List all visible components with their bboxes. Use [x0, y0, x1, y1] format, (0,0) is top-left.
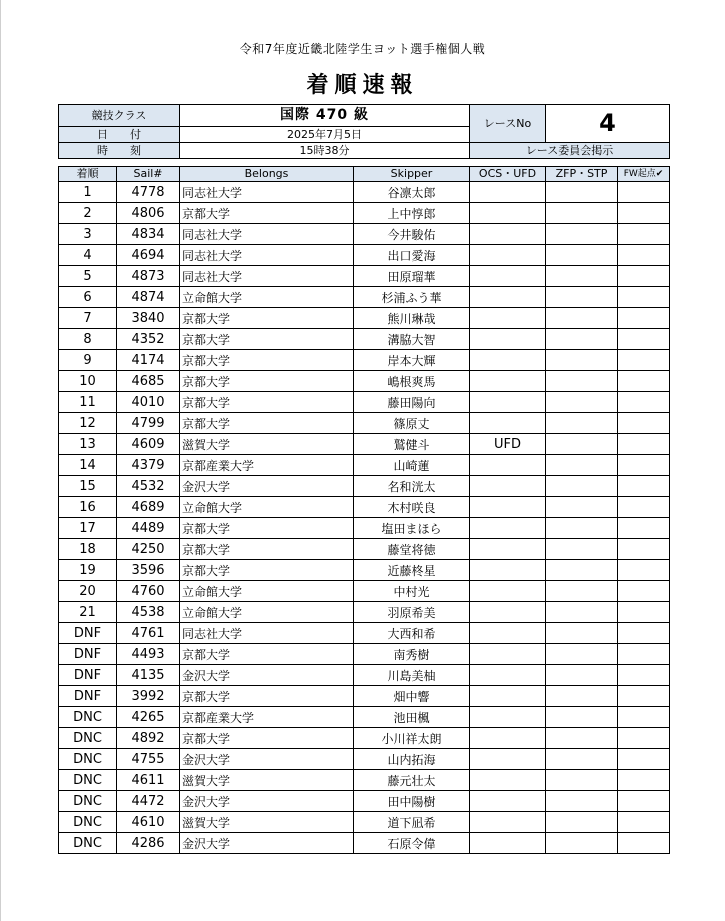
belongs-cell: 立命館大学	[180, 497, 354, 518]
zfp-stp-cell	[546, 413, 618, 434]
rank-cell: 20	[59, 581, 117, 602]
sail-number-cell: 4265	[117, 707, 180, 728]
table-row	[59, 182, 670, 203]
fw-check-cell	[618, 392, 670, 413]
rank-cell: 12	[59, 413, 117, 434]
sail-number-cell: 4755	[117, 749, 180, 770]
belongs-cell: 金沢大学	[180, 749, 354, 770]
sail-number-cell: 4493	[117, 644, 180, 665]
sail-number-cell: 4799	[117, 413, 180, 434]
rank-cell: 5	[59, 266, 117, 287]
skipper-cell: 石原令偉	[354, 833, 470, 854]
sail-number-cell: 4174	[117, 350, 180, 371]
sail-number-cell: 4286	[117, 833, 180, 854]
belongs-cell: 同志社大学	[180, 245, 354, 266]
ocs-ufd-cell	[470, 308, 546, 329]
skipper-cell: 塩田まほら	[354, 518, 470, 539]
fw-check-cell	[618, 518, 670, 539]
table-row	[59, 371, 670, 392]
belongs-cell: 同志社大学	[180, 623, 354, 644]
sail-number-cell: 4760	[117, 581, 180, 602]
skipper-cell: 南秀樹	[354, 644, 470, 665]
belongs-cell: 同志社大学	[180, 266, 354, 287]
fw-check-cell	[618, 329, 670, 350]
fw-check-cell	[618, 350, 670, 371]
belongs-cell: 京都大学	[180, 560, 354, 581]
fw-check-cell	[618, 245, 670, 266]
fw-check-cell	[618, 623, 670, 644]
belongs-cell: 金沢大学	[180, 476, 354, 497]
sail-number-cell: 3596	[117, 560, 180, 581]
skipper-cell: 畑中響	[354, 686, 470, 707]
skipper-cell: 道下凪希	[354, 812, 470, 833]
zfp-stp-cell	[546, 707, 618, 728]
zfp-stp-cell	[546, 560, 618, 581]
ocs-ufd-cell	[470, 644, 546, 665]
fw-check-cell	[618, 791, 670, 812]
ocs-ufd-cell	[470, 266, 546, 287]
ocs-ufd-cell	[470, 476, 546, 497]
table-row	[59, 686, 670, 707]
zfp-stp-cell	[546, 602, 618, 623]
ocs-ufd-cell	[470, 623, 546, 644]
zfp-stp-cell	[546, 686, 618, 707]
belongs-cell: 京都産業大学	[180, 455, 354, 476]
belongs-cell: 立命館大学	[180, 581, 354, 602]
skipper-cell: 溝脇大智	[354, 329, 470, 350]
sail-number-cell: 4761	[117, 623, 180, 644]
rank-cell: DNF	[59, 665, 117, 686]
zfp-stp-cell	[546, 770, 618, 791]
ocs-ufd-cell	[470, 707, 546, 728]
table-row	[59, 644, 670, 665]
time-label: 時 刻	[59, 143, 180, 159]
zfp-stp-cell	[546, 749, 618, 770]
table-row	[59, 749, 670, 770]
zfp-stp-cell	[546, 245, 618, 266]
fw-check-cell	[618, 476, 670, 497]
fw-check-cell	[618, 203, 670, 224]
rank-cell: 13	[59, 434, 117, 455]
zfp-stp-cell	[546, 308, 618, 329]
fw-check-cell	[618, 266, 670, 287]
ocs-ufd-cell	[470, 728, 546, 749]
fw-check-cell	[618, 728, 670, 749]
sail-number-cell: 4778	[117, 182, 180, 203]
skipper-cell: 山内拓海	[354, 749, 470, 770]
page-title: 着順速報	[306, 73, 419, 98]
time-value: 15時38分	[180, 143, 470, 159]
belongs-cell: 京都産業大学	[180, 707, 354, 728]
skipper-cell: 藤堂将徳	[354, 539, 470, 560]
ocs-ufd-cell	[470, 791, 546, 812]
zfp-stp-cell	[546, 329, 618, 350]
skipper-cell: 鷲健斗	[354, 434, 470, 455]
fw-check-cell	[618, 833, 670, 854]
belongs-cell: 京都大学	[180, 728, 354, 749]
zfp-stp-cell	[546, 266, 618, 287]
fw-check-cell	[618, 308, 670, 329]
fw-check-cell	[618, 182, 670, 203]
skipper-cell: 藤元壮太	[354, 770, 470, 791]
table-row	[59, 245, 670, 266]
belongs-cell: 同志社大学	[180, 182, 354, 203]
table-row	[59, 623, 670, 644]
skipper-cell: 近藤柊星	[354, 560, 470, 581]
ocs-ufd-cell	[470, 665, 546, 686]
ocs-ufd-cell	[470, 245, 546, 266]
rank-cell: DNF	[59, 686, 117, 707]
rank-cell: 8	[59, 329, 117, 350]
belongs-cell: 京都大学	[180, 371, 354, 392]
rank-cell: DNC	[59, 812, 117, 833]
rank-cell: DNC	[59, 770, 117, 791]
ocs-ufd-cell	[470, 203, 546, 224]
ocs-ufd-cell	[470, 686, 546, 707]
ocs-ufd-cell	[470, 749, 546, 770]
fw-check-cell	[618, 371, 670, 392]
skipper-cell: 池田楓	[354, 707, 470, 728]
race-no-value: 4	[546, 105, 670, 143]
zfp-stp-cell	[546, 791, 618, 812]
sail-number-cell: 4873	[117, 266, 180, 287]
sail-number-cell: 4010	[117, 392, 180, 413]
rank-cell: 3	[59, 224, 117, 245]
skipper-cell: 川島美柚	[354, 665, 470, 686]
rank-cell: 4	[59, 245, 117, 266]
skipper-cell: 岸本大輝	[354, 350, 470, 371]
table-row	[59, 350, 670, 371]
rank-cell: 11	[59, 392, 117, 413]
rank-cell: DNC	[59, 707, 117, 728]
table-row	[59, 833, 670, 854]
rank-cell: 2	[59, 203, 117, 224]
col-header-ocs-ufd: OCS・UFD	[470, 167, 546, 182]
table-row	[59, 560, 670, 581]
ocs-ufd-cell	[470, 518, 546, 539]
ocs-ufd-cell	[470, 770, 546, 791]
zfp-stp-cell	[546, 476, 618, 497]
skipper-cell: 出口愛海	[354, 245, 470, 266]
sail-number-cell: 4489	[117, 518, 180, 539]
belongs-cell: 京都大学	[180, 686, 354, 707]
rank-cell: 16	[59, 497, 117, 518]
skipper-cell: 上中惇郎	[354, 203, 470, 224]
page-edge	[0, 0, 1, 921]
col-header-belongs: Belongs	[180, 167, 354, 182]
belongs-cell: 滋賀大学	[180, 812, 354, 833]
table-row	[59, 602, 670, 623]
belongs-cell: 金沢大学	[180, 791, 354, 812]
sail-number-cell: 4135	[117, 665, 180, 686]
ocs-ufd-cell: UFD	[470, 434, 546, 455]
rank-cell: 15	[59, 476, 117, 497]
race-no-label: レースNo	[470, 105, 546, 143]
belongs-cell: 滋賀大学	[180, 434, 354, 455]
belongs-cell: 京都大学	[180, 644, 354, 665]
rank-cell: 1	[59, 182, 117, 203]
fw-check-cell	[618, 602, 670, 623]
belongs-cell: 京都大学	[180, 203, 354, 224]
sail-number-cell: 3992	[117, 686, 180, 707]
fw-check-cell	[618, 455, 670, 476]
belongs-cell: 京都大学	[180, 518, 354, 539]
sail-number-cell: 4609	[117, 434, 180, 455]
sail-number-cell: 4611	[117, 770, 180, 791]
skipper-cell: 大西和希	[354, 623, 470, 644]
skipper-cell: 小川祥太朗	[354, 728, 470, 749]
table-row	[59, 581, 670, 602]
fw-check-cell	[618, 287, 670, 308]
rank-cell: 14	[59, 455, 117, 476]
table-row	[59, 770, 670, 791]
belongs-cell: 立命館大学	[180, 602, 354, 623]
zfp-stp-cell	[546, 623, 618, 644]
table-row	[59, 224, 670, 245]
zfp-stp-cell	[546, 434, 618, 455]
ocs-ufd-cell	[470, 539, 546, 560]
fw-check-cell	[618, 644, 670, 665]
col-header-fw: FW起点✔	[618, 167, 670, 182]
fw-check-cell	[618, 707, 670, 728]
table-row	[59, 413, 670, 434]
ocs-ufd-cell	[470, 224, 546, 245]
rank-cell: 19	[59, 560, 117, 581]
table-row	[59, 497, 670, 518]
skipper-cell: 山崎蓮	[354, 455, 470, 476]
fw-check-cell	[618, 770, 670, 791]
table-row	[59, 518, 670, 539]
sail-number-cell: 4806	[117, 203, 180, 224]
table-row	[59, 392, 670, 413]
zfp-stp-cell	[546, 455, 618, 476]
skipper-cell: 田原瑠華	[354, 266, 470, 287]
zfp-stp-cell	[546, 224, 618, 245]
zfp-stp-cell	[546, 833, 618, 854]
table-row	[59, 539, 670, 560]
zfp-stp-cell	[546, 182, 618, 203]
results-table	[58, 166, 670, 854]
sail-number-cell: 4834	[117, 224, 180, 245]
table-row	[59, 203, 670, 224]
sail-number-cell: 4538	[117, 602, 180, 623]
ocs-ufd-cell	[470, 602, 546, 623]
sail-number-cell: 4352	[117, 329, 180, 350]
rank-cell: DNF	[59, 623, 117, 644]
skipper-cell: 木村咲良	[354, 497, 470, 518]
skipper-cell: 羽原希美	[354, 602, 470, 623]
sail-number-cell: 4250	[117, 539, 180, 560]
fw-check-cell	[618, 539, 670, 560]
table-row	[59, 308, 670, 329]
rank-cell: 21	[59, 602, 117, 623]
col-header-skipper: Skipper	[354, 167, 470, 182]
ocs-ufd-cell	[470, 497, 546, 518]
rank-cell: DNC	[59, 833, 117, 854]
zfp-stp-cell	[546, 665, 618, 686]
table-row	[59, 665, 670, 686]
belongs-cell: 京都大学	[180, 392, 354, 413]
date-label: 日 付	[59, 127, 180, 143]
rank-cell: DNC	[59, 791, 117, 812]
sail-number-cell: 4694	[117, 245, 180, 266]
fw-check-cell	[618, 686, 670, 707]
table-row	[59, 287, 670, 308]
skipper-cell: 中村光	[354, 581, 470, 602]
sail-number-cell: 4689	[117, 497, 180, 518]
skipper-cell: 谷凛太郎	[354, 182, 470, 203]
fw-check-cell	[618, 665, 670, 686]
table-row	[59, 455, 670, 476]
belongs-cell: 滋賀大学	[180, 770, 354, 791]
rank-cell: DNF	[59, 644, 117, 665]
belongs-cell: 京都大学	[180, 539, 354, 560]
fw-check-cell	[618, 224, 670, 245]
committee-label: レース委員会掲示	[470, 143, 670, 159]
belongs-cell: 京都大学	[180, 350, 354, 371]
skipper-cell: 嶋根爽馬	[354, 371, 470, 392]
rank-cell: 7	[59, 308, 117, 329]
zfp-stp-cell	[546, 203, 618, 224]
table-row	[59, 791, 670, 812]
ocs-ufd-cell	[470, 455, 546, 476]
ocs-ufd-cell	[470, 329, 546, 350]
zfp-stp-cell	[546, 644, 618, 665]
zfp-stp-cell	[546, 371, 618, 392]
table-row	[59, 329, 670, 350]
date-value: 2025年7月5日	[180, 127, 470, 143]
zfp-stp-cell	[546, 287, 618, 308]
zfp-stp-cell	[546, 581, 618, 602]
rank-cell: 10	[59, 371, 117, 392]
rank-cell: 6	[59, 287, 117, 308]
sail-number-cell: 4892	[117, 728, 180, 749]
sail-number-cell: 4874	[117, 287, 180, 308]
sail-number-cell: 4610	[117, 812, 180, 833]
zfp-stp-cell	[546, 812, 618, 833]
fw-check-cell	[618, 413, 670, 434]
belongs-cell: 同志社大学	[180, 224, 354, 245]
table-row	[59, 434, 670, 455]
zfp-stp-cell	[546, 392, 618, 413]
ocs-ufd-cell	[470, 812, 546, 833]
belongs-cell: 金沢大学	[180, 665, 354, 686]
ocs-ufd-cell	[470, 182, 546, 203]
col-header-zfp-stp: ZFP・STP	[546, 167, 618, 182]
sail-number-cell: 4379	[117, 455, 180, 476]
ocs-ufd-cell	[470, 413, 546, 434]
race-info-table	[58, 104, 670, 159]
table-row	[59, 707, 670, 728]
belongs-cell: 金沢大学	[180, 833, 354, 854]
rank-cell: 9	[59, 350, 117, 371]
table-row	[59, 812, 670, 833]
zfp-stp-cell	[546, 728, 618, 749]
ocs-ufd-cell	[470, 287, 546, 308]
skipper-cell: 田中陽樹	[354, 791, 470, 812]
skipper-cell: 篠原丈	[354, 413, 470, 434]
ocs-ufd-cell	[470, 392, 546, 413]
table-row	[59, 476, 670, 497]
fw-check-cell	[618, 560, 670, 581]
event-title: 令和7年度近畿北陸学生ヨット選手権個人戦	[239, 42, 486, 56]
class-value: 国際 470 級	[180, 105, 470, 127]
rank-cell: DNC	[59, 749, 117, 770]
zfp-stp-cell	[546, 539, 618, 560]
zfp-stp-cell	[546, 518, 618, 539]
rank-cell: 18	[59, 539, 117, 560]
belongs-cell: 立命館大学	[180, 287, 354, 308]
fw-check-cell	[618, 812, 670, 833]
fw-check-cell	[618, 581, 670, 602]
fw-check-cell	[618, 434, 670, 455]
table-row	[59, 266, 670, 287]
class-label: 競技クラス	[59, 105, 180, 127]
skipper-cell: 今井駿佑	[354, 224, 470, 245]
fw-check-cell	[618, 497, 670, 518]
table-row	[59, 728, 670, 749]
ocs-ufd-cell	[470, 371, 546, 392]
sail-number-cell: 4472	[117, 791, 180, 812]
skipper-cell: 名和洸太	[354, 476, 470, 497]
ocs-ufd-cell	[470, 350, 546, 371]
rank-cell: DNC	[59, 728, 117, 749]
ocs-ufd-cell	[470, 581, 546, 602]
col-header-rank: 着順	[59, 167, 117, 182]
skipper-cell: 熊川琳哉	[354, 308, 470, 329]
belongs-cell: 京都大学	[180, 308, 354, 329]
skipper-cell: 杉浦ふう華	[354, 287, 470, 308]
sail-number-cell: 3840	[117, 308, 180, 329]
ocs-ufd-cell	[470, 833, 546, 854]
col-header-sail: Sail#	[117, 167, 180, 182]
skipper-cell: 藤田陽向	[354, 392, 470, 413]
ocs-ufd-cell	[470, 560, 546, 581]
sail-number-cell: 4685	[117, 371, 180, 392]
zfp-stp-cell	[546, 350, 618, 371]
rank-cell: 17	[59, 518, 117, 539]
fw-check-cell	[618, 749, 670, 770]
zfp-stp-cell	[546, 497, 618, 518]
belongs-cell: 京都大学	[180, 329, 354, 350]
sail-number-cell: 4532	[117, 476, 180, 497]
belongs-cell: 京都大学	[180, 413, 354, 434]
